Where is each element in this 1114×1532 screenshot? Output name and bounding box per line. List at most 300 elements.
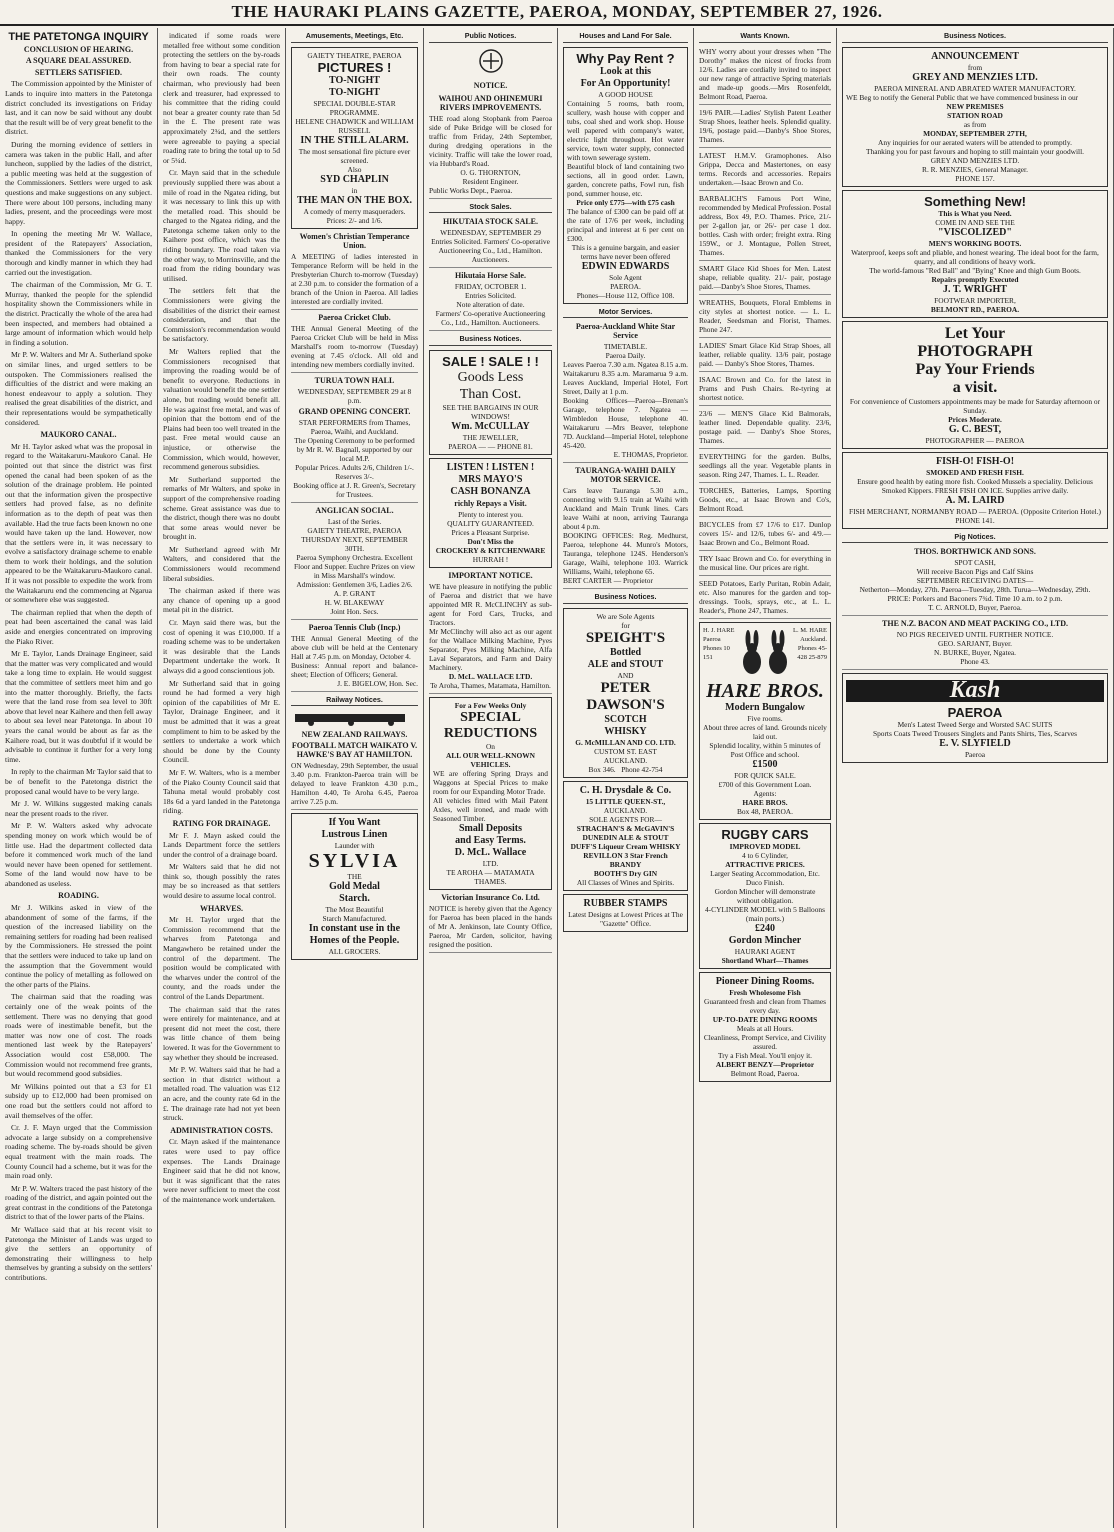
mrs-mayo-ad (429, 458, 552, 568)
article-paragraph: During the morning evidence of settlers in camera was taken in the public Hall, and after luncheon, supplied by the ladies of the district, a public meeting was held at the suggestion of the Commissioners. Settlers were urged to ask questions and make suggestions on any subject. There were about 100 persons, including many ladies, present, and the proceedings were most happy. (5, 139, 152, 226)
ad-line: BOOTH'S Dry GIN (593, 868, 658, 878)
notice-title: Paeroa Cricket Club. (318, 312, 391, 322)
ad-line: AUCKLAND. (603, 805, 648, 815)
ad-line: HURRAH ! (472, 554, 509, 564)
notice-text: The Opening Ceremony to be performed by Mr R. W. Bagnall, supported by our local M.P. (294, 435, 415, 463)
signature: Joint Hon. Secs. (330, 606, 379, 616)
ad-line: Don't Miss the (467, 536, 514, 546)
tauranga-waihi-service (563, 466, 688, 589)
ad-line: Agents: (753, 788, 777, 798)
signature: J. E. BIGELOW, Hon. Sec. (337, 678, 418, 688)
ad-text: For convenience of Customers appointments may be made for Saturday afternoon or Sunday. (849, 396, 1101, 415)
notice-title: ANGLICAN SOCIAL. (315, 505, 394, 515)
turua-concert-notice (291, 376, 418, 503)
subhead-square-deal: A SQUARE DEAL ASSURED. (25, 56, 132, 66)
section-head-houses: Houses and Land For Sale. (563, 31, 688, 43)
ad-title: Why Pay Rent ? (576, 50, 675, 66)
price: £240 (755, 922, 775, 934)
cricket-notice (291, 313, 418, 373)
hare-icon (765, 630, 791, 676)
ad-line: Plenty to interest you. (458, 509, 523, 519)
want-ad: LADIES' Smart Glace Kid Strap Shoes, all leather, reliable quality. 13/6 pair, postage paid. — Danby's Shoe Stores, Thames. (699, 341, 831, 372)
section-head-pig: Pig Notices. (842, 532, 1108, 544)
ad-line: from (967, 62, 983, 72)
ad-line: THAMES. (474, 876, 507, 886)
sylvia-starch-ad (291, 813, 418, 960)
column-6-wants-known (694, 28, 837, 1528)
subhead-rating-drainage: RATING FOR DRAINAGE. (172, 818, 271, 828)
masthead-title: THE HAURAKI PLAINS GAZETTE, PAEROA, MONDAY, SEPTEMBER 27, 1926. (231, 2, 883, 21)
notice-line: T. C. ARNOLD, Buyer, Paeroa. (928, 603, 1022, 613)
ad-text: WE are offering Spring Drays and Waggons at Special Prices to make room for our Expanding Motor Trade. (433, 768, 548, 796)
ad-line: Five rooms. (747, 713, 783, 723)
ad-text: Containing 5 rooms, bath room, scullery, wash house with copper and tubs, coal shed and work shop. House well papered with company's water, electric light throughout. Hot water service, town water supply, connected with town sewerage system. (567, 98, 684, 162)
notice-text: THE road along Stopbank from Paeroa side of Puke Bridge will be closed for traffic from Friday, 24th September, during dredging operations in the vicinity. Traffic will take the lower road, via Hubbard's Road. (429, 113, 552, 168)
ad-line: Latest Designs at Lowest Prices at The "Gazette" Office. (568, 909, 683, 928)
article-paragraph: Mr Walters said that he did not think so, though possibly the rates may be so increased as that settlers would desire to assume local control. (163, 862, 280, 901)
article-paragraph: Mr Walters replied that the Commissioners recognised that improving the roading would be of benefit to everyone. Reductions in valuation would benefit the one settler alone, but roading would benefit all. He was against free metal, and was of opinion that the bottom end of the Plains had been too well treated in the past. Free metal would cause an injustice, or otherwise the Commission, which would, however, recommend generous subsidies. (163, 347, 280, 472)
booking-text: Booking office at J. R. Green's, Secretary for Trustees. (293, 480, 416, 499)
white-star-service (563, 322, 688, 463)
notice-line: Netherton—Monday, 27th. Paeroa—Tuesday, 28th. Turua—Wednesday, 29th. (859, 585, 1091, 595)
tonight-label: TO-NIGHT (329, 74, 380, 86)
notice-title: HIKUTAIA STOCK SALE. (442, 217, 539, 227)
want-ad: BICYCLES from £7 17/6 to £17. Dunlop covers 15/- and 12/6, tubes 6/- and 4/9.—Isaac Brown and Co., Belmont Road. (699, 520, 831, 551)
ad-text: Any inquiries for our aerated waters will be attended to promptly. (878, 137, 1072, 147)
crest-block (429, 47, 552, 91)
ad-title: FISH-O! FISH-O! (935, 455, 1015, 467)
article-paragraph: The settlers felt that the Commissioners were giving the disabilities of the district their earnest consideration, and that the Commission's recommendation would be satisfactory. (163, 286, 280, 344)
ad-line: Goods Less (457, 369, 524, 385)
ad-line: Splendid locality, within 5 minutes of Post Office and school. (709, 740, 821, 759)
notice-text: NOTICE is hereby given that the Agency for Paeroa has been placed in the hands of Mr A. Jenkinson, late County Office, Paeroa, Mr Carden, solicitor, having resigned the position. (429, 903, 552, 949)
article-paragraph: Cr. Mayn said that in the schedule previously supplied there was about a mile of road in the Ngatea riding, but it was necessary to link this up with the metalled road. This should be charged to the Ngatea riding, and the Patetonga scheme taken only to the Kaihere post office, which was the riding boundary. The road taken via the other way, to Morrinsville, and the road from the riding boundary was utilised. (163, 168, 280, 283)
notice-line: SEPTEMBER RECEIVING DATES— (916, 576, 1034, 586)
signature: H. W. BLAKEWAY (324, 597, 385, 607)
ad-line: THE (347, 872, 362, 882)
want-ad: ISAAC Brown and Co. for the latest in Prams and Push Chairs. Re-tyring at shortest notice. (699, 375, 831, 406)
ad-text: Ensure good health by eating more fish. Cooked Mussels a speciality. Delicious Smoked Kippers. FRESH FISH ON ICE. Supplies arrive daily. (857, 476, 1093, 495)
article-paragraph: Mr Sutherland supported the remarks of Mr Walters, and spoke in support of the comprehensive roading scheme. Great assistance was due to the district, though there was no doubt that some areas would never be brought in. (163, 474, 280, 542)
ad-line: NEW PREMISES (946, 101, 1004, 111)
pioneer-dining-ad (699, 972, 831, 1082)
notice-text: Paeroa Symphony Orchestra. Excellent Floor and Supper. Euchre Prizes on view in Miss Marshall's window. (294, 552, 415, 580)
ad-line: Sole Agent (609, 272, 642, 282)
ad-line: On (485, 741, 496, 751)
article-paragraph: Mr J. W. Wilkins suggested making canals near the present roads to the river. (5, 799, 152, 818)
ad-line: FOR QUICK SALE. (734, 770, 796, 780)
ad-text: All vehicles fitted with Mail Patent Axles, well ironed, and made with Seasoned Timber. (433, 795, 548, 823)
subhead-conclusion: CONCLUSION OF HEARING. (23, 44, 134, 54)
article-paragraph: Cr. Mayn said there was, but the cost of opening it was £10,000. If a roading scheme was to be undertaken it was desirable that the Lands Department undertake the work. It always did a good conscientious job. (163, 618, 280, 675)
hare-icon (739, 630, 765, 676)
ad-line: Repairs promptly Executed (931, 274, 1019, 284)
article-paragraph: Mr E. Taylor, Lands Drainage Engineer, said that the matter was very complicated and would take a long time to explain. He would suggest that the committee of settlers meet him and go into the matter thoroughly. Briefly, the facts were that the land rose from sea level to 30ft above that level near Kaihere and then fell away to about sea level near Patetonga. In about 10 years the canal would be about as far as the Kaihere road, but it was doubtful if it would be advisable to continue it further for a very long time. (5, 649, 152, 764)
subhead-maukoro: MAUKORO CANAL. (40, 430, 117, 440)
ad-text: The world-famous "Red Ball" and "Bying" Knee and thigh Gum Boots. (869, 265, 1081, 275)
hares-illustration (739, 630, 791, 676)
ad-line: SCOTCH (604, 713, 647, 725)
ad-line: VEHICLES. (470, 759, 511, 769)
ad-title: LISTEN ! LISTEN ! (446, 461, 535, 473)
notice-title: NOTICE. (473, 81, 508, 91)
ad-line: Prices Moderate. (948, 414, 1002, 424)
ad-line: HAURAKI AGENT (734, 946, 796, 956)
ad-line: Small Deposits (458, 822, 523, 834)
brand-name: PETER (600, 679, 651, 696)
want-ad: 19/6 PAIR.—Ladies' Stylish Patent Leather Strap Shoes, leather heels. Splendid quality. 19/6, postage paid.—Danby's Shoe Stores, Thames. (699, 108, 831, 148)
article-paragraph: The chairman of the Commission, Mr G. T. Murray, thanked the people for the splendid hospitality shown the Commissioners while in the district. Practically the whole of the area had been inspected, and members had obtained a large amount of information which would help in finding a solution. (5, 280, 152, 347)
ad-line: Cleanliness, Prompt Service, and Civility assured. (703, 1032, 827, 1051)
ad-text: This is a genuine bargain, and easier terms have never been offered (571, 242, 680, 261)
section-head-business: Business Notices. (842, 31, 1108, 43)
notice-line: GEO. SARJANT, Buyer. (938, 639, 1012, 649)
ad-line: COME IN AND SEE THE (935, 217, 1015, 227)
ad-line: FISH MERCHANT, NORMANBY ROAD — PAEROA. (Opposite Criterion Hotel.) PHONE 141. (848, 506, 1102, 525)
something-new-ad (842, 190, 1108, 318)
notice-title: TURUA TOWN HALL (314, 375, 395, 385)
ad-line: R. R. MENZIES, General Manager. (922, 164, 1028, 174)
ad-text: WE Beg to notify the General Public that we have commenced business in our (846, 92, 1079, 102)
phone-info: L. M. HARE Auckland. Phones 45-428 25-879 (793, 626, 827, 661)
ad-line: CUSTOM ST. EAST (594, 746, 657, 756)
notice-subtitle: Last of the Series. (327, 516, 382, 526)
notice-date: WEDNESDAY, SEPTEMBER 29 (440, 228, 541, 238)
price: £1500 (752, 758, 778, 770)
hikutaia-stock-notice (429, 217, 552, 268)
business-name: G. C. BEST, (948, 423, 1002, 435)
ad-title: Something New! (924, 193, 1026, 209)
section-head-stock: Stock Sales. (429, 202, 552, 214)
ad-line: A GOOD HOUSE (598, 89, 653, 99)
notice-text: THE Annual General Meeting of the Paeroa Cricket Club will be held in Miss Marshall's room to-morrow (Tuesday) evening at 7.45 o'clock. All old and intending new members cordially invited. (291, 323, 418, 369)
ad-line: CASH BONANZA (450, 485, 531, 497)
notice-text: ON Wednesday, 29th September, the usual 3.40 p.m. Frankton-Paeroa train will be delayed to leave Frankton 4.30 p.m., Hamilton 4.40, Te Aroha 6.45, Paeroa arrive 7.25 p.m. (291, 761, 418, 807)
article-paragraph: Mr P. W. Walters and Mr A. Sutherland spoke on similar lines, and urged settlers to be outspoken. The Commissioners realised the difficulties of the district and were making an honest endeavour to apply a solution. They realised the great disabilities of the district, and their representations would be sympathetically considered. (5, 350, 152, 427)
business-name: Gordon Mincher (728, 934, 802, 946)
ad-line: SMOKED AND FRESH FISH. (926, 467, 1024, 477)
ad-line: BELMONT RD., PAEROA. (930, 304, 1020, 314)
column-2-article-continued (158, 28, 286, 1528)
venue: GAIETY THEATRE, PAEROA (307, 50, 402, 60)
ad-line: Lustrous Linen (321, 829, 388, 841)
notice-line: PRICE: Porkers and Baconers 7¾d. Time 10 a.m. to 2 p.m. (887, 594, 1063, 604)
ad-line: Guaranteed fresh and clean from Thames every day. (704, 996, 826, 1015)
ad-title: RUGBY CARS (721, 826, 809, 842)
gaiety-theatre-ad (291, 47, 418, 229)
event-title: FOOTBALL MATCH WAIKATO V. HAWKE'S BAY AT HAMILTON. (291, 741, 418, 760)
brand-name: DAWSON'S (586, 696, 665, 713)
want-ad: TRY Isaac Brown and Co. for everything in the musical line. Our prices are right. (699, 554, 831, 576)
subhead-admin-costs: ADMINISTRATION COSTS. (170, 1125, 273, 1135)
booking-offices: BOOKING OFFICES: Reg. Medhurst, Paeroa, telephone 44. Munro's Motors, Tauranga, telephone 124S. Henderson's Garage, Waihi, telephone 103. Warrick Williams, Waihi, telephone 65. (563, 531, 688, 577)
business-name: Wm. McCULLAY (451, 420, 530, 432)
ad-line: AUCKLAND. (603, 755, 648, 765)
ad-title: Pioneer Dining Rooms. (715, 975, 815, 987)
business-name: A. M. LAIRD (945, 494, 1005, 506)
business-name: GREY AND MENZIES LTD. (930, 155, 1020, 165)
ad-title: ANNOUNCEMENT (931, 50, 1019, 62)
article-paragraph: Mr J. Wilkins asked in view of the abandonment of some of the farms, if the question of the increased liability on the remaining settlers for roading had been realised by the Commissioners. He stressed the point that the settlers were induced to take up land on the assumption that the Government would continue the policy of metalling as followed on the other parts of the Plains. (5, 903, 152, 989)
ad-line: MONDAY, SEPTEMBER 27TH, (923, 128, 1027, 138)
brand-name: "VISCOLIZED" (938, 226, 1012, 238)
star-name: SYD CHAPLIN (320, 173, 389, 185)
article-paragraph: Mr Sutherland agreed with Mr Walters, and considered that the Commissioners would recommend liberal subsidies. (163, 544, 280, 583)
important-notice (429, 571, 552, 694)
crest-icon (471, 47, 511, 77)
signature: BERT CARTER — Proprietor (563, 576, 653, 586)
notice-text: Entries Solicited. Farmers' Co-operative Auctioneering Co., Ltd., Hamilton. Auctioneers. (431, 237, 550, 265)
rivers-notice (429, 94, 552, 199)
ad-line: Modern Bungalow (725, 701, 805, 713)
ad-line: Try a Fish Meal. You'll enjoy it. (717, 1050, 813, 1060)
subhead-roading: ROADING. (58, 891, 99, 901)
article-paragraph: Cr. Mayn asked if the maintenance rates were used to pay office expenses. The Lands Drainage Engineer said that he did not know, but it was significant that the rates were never sufficient to meet the cost of the maintenance work undertaken. (163, 1137, 280, 1204)
ad-line: £700 of this Government Loan. (718, 779, 812, 789)
ad-line: PAEROA — — PHONE 81. (448, 441, 533, 451)
notice-text: WE have pleasure in notifying the public of Paeroa and district that we have appointed MR R. McCLINCHY as sub-agent for Ford Cars, Trucks, and Tractors. (429, 581, 552, 627)
business-name: C. H. Drysdale & Co. (579, 784, 672, 796)
ad-text: The balance of £300 can be paid off at the rate of 17/6 per week, including principal and interest at 6 per cent on £300. (567, 206, 684, 243)
article-paragraph: Mr F. J. Mayn asked could the Lands Department force the settlers under the control of a drainage board. (163, 830, 280, 859)
article-paragraph: The chairman asked if there was any chance of opening up a good metal pit in the district. (163, 586, 280, 615)
notice-text: Note alteration of date. (456, 300, 525, 310)
notice-text: Business: Annual report and balance-sheet; Election of Officers; General. (291, 660, 418, 679)
ad-line: 4 to 6 Cylinder, (741, 850, 789, 860)
article-paragraph: indicated if some roads were metalled free without some condition protecting the settlers on the by-roads from having to bear a special rate for their own roads. The county chairman, who previously had been clerk and treasurer, had expressed to his committee that the riding could not bear a greater county rate than 5d in the £. The present rate was approximately 2¾d, and the settlers were agreeable to paying a special roading rate to bring the total up to 5d or 5¼d. (163, 31, 280, 165)
section-head-business: Business Notices. (429, 334, 552, 346)
signature: E. THOMAS, Proprietor. (613, 450, 688, 460)
ad-text: Men's Latest Tweed Serge and Worsted SAC SUITS (897, 719, 1053, 729)
agent-name: EDWIN EDWARDS (581, 260, 670, 272)
article-paragraph: Mr H. Taylor urged that the Commission recommend that the wharves from Patetonga and Mangawhero be retained under the control of the department. The position would be complicated with the wharves under the control of the county, and the roads under the control of the Lands Department. (163, 915, 280, 1001)
kash-ad (842, 673, 1108, 763)
ad-line: Than Cost. (459, 386, 522, 402)
article-paragraph: Mr Wilkins pointed out that a £3 for £1 subsidy up to £12,000 had been promised on one road but the settlers could not afford to avail themselves of the offer. (5, 1081, 152, 1120)
tennis-club-notice (291, 623, 418, 692)
notice-title: Victorian Insurance Co. Ltd. (441, 892, 540, 902)
programme-text: SPECIAL DOUBLE-STAR PROGRAMME. (313, 98, 396, 117)
anglican-social-notice (291, 506, 418, 620)
price: Price only £775—with £75 cash (576, 197, 675, 207)
ad-line: Phones—House 112, Office 108. (576, 290, 675, 300)
business-name: J. T. WRIGHT (943, 283, 1007, 295)
ad-line: Gordon Mincher will demonstrate without obligation. (714, 886, 816, 905)
photograph-ad (842, 321, 1108, 449)
ad-line: STATION ROAD (947, 110, 1003, 120)
subhead-wharves: WHARVES. (199, 903, 244, 913)
rugby-cars-ad (699, 823, 831, 969)
ad-line: SOLE AGENTS FOR— (589, 814, 662, 824)
ad-line: About three acres of land. Grounds nicely laid out. (703, 722, 827, 741)
article-paragraph: Mr F. W. Walters, who is a member of the Piako County Council said that Tahuna metal would probably cost 18s 6d a yard landed in the Patetonga riding. (163, 767, 280, 816)
grey-menzies-announcement (842, 47, 1108, 187)
ad-line: This is What you Need. (938, 208, 1012, 218)
ad-line: Launder with (334, 841, 375, 851)
ad-line: THE JEWELLER, (462, 432, 519, 442)
business-name: D. McL. Wallace (454, 846, 527, 858)
want-ad: TORCHES, Batteries, Lamps, Sporting Goods, etc., at Isaac Brown and Co's, Belmont Road. (699, 486, 831, 517)
column-3-amusements (286, 28, 424, 1528)
masthead (0, 0, 1114, 26)
ad-line: Prices a Pleasant Surprise. (451, 527, 530, 537)
column-4-public-notices (424, 28, 558, 1528)
ad-line: Box 48, PAEROA. (737, 806, 793, 816)
signature: Public Works Dept., Paeroa. (429, 185, 513, 195)
ad-line: MEN'S WORKING BOOTS. (928, 238, 1022, 248)
ad-line: All Classes of Wines and Spirits. (576, 877, 675, 887)
in-label: in (351, 185, 358, 195)
ad-line: Larger Seating Accommodation, Etc. Duco Finish. (710, 868, 820, 887)
notice-title: THE N.Z. BACON AND MEAT PACKING CO., LTD. (882, 619, 1068, 629)
prices: Popular Prices. Adults 2/6, Children 1/-. Reserves 3/-. (295, 462, 414, 481)
headline-patetonga: THE PATETONGA INQUIRY (8, 31, 149, 43)
film-title: IN THE STILL ALARM. (300, 134, 409, 146)
signature: D. McL. WALLACE LTD. (448, 671, 533, 681)
business-name: GREY AND MENZIES LTD. (912, 71, 1038, 83)
ad-line: REDUCTIONS (443, 725, 538, 741)
ad-line: Belmont Road, Paeroa. (730, 1068, 800, 1078)
mccullay-sale-ad (429, 350, 552, 455)
notice-date: WEDNESDAY, SEPTEMBER 29 at 8 p.m. (297, 386, 412, 405)
ad-line: FOOTWEAR IMPORTER, (934, 295, 1016, 305)
article-paragraph: Mr H. Taylor asked what was the proposal in regard to the Waitakaruru-Maukoro Canal. He pointed out that since the district was first opened the canal had been spoken of as the solution of the drainage problem. He pointed out that the information given the prospective settlers had proved false, as no definite information as to the depth of peat was then available. Had the true facts been known no one would have taken up the land. However, now that the settlers were in, it was necessary to evolve a satisfactory drainage scheme to enable them to work their holdings, and the solution appeared to be the Waitakaruru-Maukoro canal. If it was not possible to expedite the work from the Waitakaruru end the commencing at Ngarua or somewhere else was suggested. (5, 441, 152, 605)
notice-text: A MEETING of ladies interested in Temperance Reform will be held in the Presbyterian Church to-morrow (Tuesday) at 2.30 p.m. to consider the formation of a branch of the Union in Paeroa. All ladies interested are cordially invited. (291, 251, 418, 306)
ad-line: Paeroa (964, 749, 986, 759)
ad-line: Starch. (339, 893, 370, 905)
ad-line: QUALITY GUARANTEED. (447, 518, 534, 528)
section-head-railway: Railway Notices. (291, 695, 418, 707)
article-paragraph: Mr P. W. Walters traced the past history of the roading of the district, and again pointed out the great contrast in the conditions of the Patetonga district to that of the lower parts of the Plains. (5, 1183, 152, 1222)
prices: Prices: 2/- and 1/6. (326, 215, 383, 225)
ad-line: richly Repays a Visit. (454, 498, 527, 508)
notice-title: THOS. BORTHWICK AND SONS. (914, 547, 1036, 557)
ad-line: PHOTOGRAPHER — PAEROA (925, 435, 1025, 445)
signature: Te Aroha, Thames, Matamata, Hamilton. (430, 680, 551, 690)
timetable: Leaves Paeroa 7.30 a.m. Ngatea 8.15 a.m. Waitakaruru 8.35 a.m. Maramarua 9 a.m. Leaves Auckland, Imperial Hotel, Fort Street, Daily at 1 p.m. (563, 360, 688, 397)
ad-line: LTD. (482, 858, 499, 868)
drysdale-ad (563, 781, 688, 891)
notice-text: THE Annual General Meeting of the above club will be held at the Centenary Hall at 7.45 p.m. on Monday, October 4. (291, 633, 418, 661)
article-paragraph: In opening the meeting Mr W. Wallace, president of the Ratepayers' Association, thanked the Commissioners for the very thorough and kindly manner in which they had carried out the investigation. (5, 229, 152, 277)
ad-line: Fresh Wholesome Fish (729, 987, 801, 997)
article-paragraph: Mr P. W. Walters asked why advocate spending money on work which would be of little use. Had the department collected data before it commenced work much of the land would never have been opened for settlement. Some of the land would now have to be abandoned as useless. (5, 821, 152, 888)
notice-line: N. BURKE, Buyer, Ngatea. (933, 648, 1016, 658)
article-paragraph: Cr. J. F. Mayn urged that the Commission advocate a large subsidy on a comprehensive roading scheme. The by-roads should be given equal treatment with the main roads. The County Council had a scheme, but it was for the main road only. (5, 1123, 152, 1181)
article-paragraph: The Commission appointed by the Minister of Lands to inquire into matters in the Patetonga district concluded its investigations on Friday last, and it can now be said without any doubt that the result will be of very great benefit to the district. (5, 79, 152, 137)
ad-line: for (621, 620, 630, 630)
ad-line: Let Your (944, 324, 1006, 342)
train-icon (291, 710, 417, 726)
fish-ad (842, 452, 1108, 529)
ad-line: REVILLON 3 Star French BRANDY (583, 850, 668, 869)
hare-bros-ad (699, 622, 831, 820)
business-name: ALBERT BENZY—Proprietor (715, 1059, 815, 1069)
phone-number: Phone 42-754 (621, 764, 663, 774)
ad-line: STRACHAN'S & McGAVIN'S (576, 823, 675, 833)
notice-title: Paeroa-Auckland White Star Service (575, 322, 676, 341)
business-name: HARE BROS. (742, 797, 788, 807)
victorian-insurance-notice (429, 893, 552, 953)
notice-title: WAIHOU AND OHINEMURI RIVERS IMPROVEMENTS. (438, 93, 543, 112)
hikutaia-horse-notice (429, 271, 552, 331)
ad-text: Waterproof, keeps soft and pliable, and honest wearing. The ideal boot for the farm, quarry, and all conditions of heavy work. (851, 247, 1099, 266)
notice-line: Phone 43. (960, 657, 990, 667)
speights-ad (563, 608, 688, 778)
ad-line: Meals at all Hours. (736, 1023, 794, 1033)
phone-number: PHONE 157. (955, 173, 995, 183)
subhead-settlers: SETTLERS SATISFIED. (35, 67, 122, 77)
want-ad: SEED Potatoes, Early Puritan, Robin Adair, etc. Also manures for the garden and top-dressings. Tools, sprays, etc., at L. L. Reader's, Phone 247, Thames. (699, 579, 831, 619)
notice-text: Entries Solicited. (465, 291, 516, 301)
article-paragraph: The chairman said that the rates were entirely for maintenance, and at present did not meet the cost, there was little chance of them being lowered. It was for the Government to say whether they should be increased. (163, 1004, 280, 1062)
want-ad: LATEST H.M.V. Gramophones. Also Grippa, Decca and Mastertones, on easy terms. Records and accessories. Repairs undertaken.—Isaac Brown and Co. (699, 151, 831, 191)
ad-line: In constant use in the (308, 923, 401, 935)
rubber-stamps-ad (563, 894, 688, 932)
article-paragraph: Mr P. W. Walters said that he had a section in that district without a metalled road. The valuation was £12 an acre, and the county rate 6d in the £. The drainage rate had not yet been struck. (163, 1065, 280, 1123)
ad-line: ALL GROCERS. (328, 947, 381, 957)
want-ad: 23/6 — MEN'S Glace Kid Balmorals, leather lined. Dependable quality. 23/6, postage paid. — Danby's Shoe Stores, Thames. (699, 409, 831, 449)
ad-line: ALE and STOUT (587, 658, 664, 670)
pictures-title: PICTURES ! (317, 59, 392, 75)
ad-line: TE AROHA — MATAMATA (446, 867, 535, 877)
why-pay-rent-ad (563, 47, 688, 304)
ad-line: DUFF'S Liqueur Cream WHISKY (570, 841, 681, 851)
ad-line: CROCKERY & KITCHENWARE (435, 545, 546, 555)
ad-line: AND (617, 670, 634, 680)
article-paragraph: Mr Wallace said that at his recent visit to Patetonga the Minister of Lands was urged to give the settlers an opportunity of demonstrating their willingness to help themselves by granting a subsidy on the settlers' contributions. (5, 1225, 152, 1283)
ad-line: and Easy Terms. (455, 834, 526, 846)
section-head-public: Public Notices. (429, 31, 552, 43)
ad-line: For a Few Weeks Only (454, 700, 527, 710)
signature: Resident Engineer. (462, 176, 519, 186)
booking-offices: Booking Offices—Paeroa—Brenan's Garage, telephone 7. Ngatea — Wimbledon House, telephone 40. Waitakaruru —Mrs Beaver, telephone 7D. Auckland—Imperial Hotel, telephone 45-420. (563, 396, 688, 451)
film-desc: The most sensational fire picture ever screened. (298, 146, 411, 165)
ad-line: DUNEDIN ALE & STOUT (582, 832, 669, 842)
notice-text: STAR PERFORMERS from Thames, Paeroa, Waihi, and Auckland. (298, 417, 411, 436)
ad-line: WHISKY (604, 725, 647, 737)
column-7-business-notices (837, 28, 1114, 1528)
wallace-reductions-ad (429, 697, 552, 890)
notice-text: Cars leave Tauranga 5.30 a.m., connecting with 9.15 train at Waihi with Auckland and Main Trunk lines. Cars leave Waihi at noon, arriving Tauranga about 4 p.m. (563, 486, 688, 532)
notice-text: GAIETY THEATRE, PAEROA THURSDAY NEXT, SEPTEMBER 30TH. (301, 525, 408, 553)
also-label: Also (347, 164, 362, 174)
ad-line: as from (963, 119, 987, 129)
ad-line: UP-TO-DATE DINING ROOMS (712, 1014, 818, 1024)
business-name: G. McMILLAN AND CO. LTD. (575, 737, 676, 747)
signature: O. G. THORNTON, (460, 167, 521, 177)
brand-name: SYLVIA (308, 850, 401, 873)
column-5-houses-motor (558, 28, 694, 1528)
ad-line: MRS MAYO'S (458, 473, 523, 485)
notice-subtitle: Paeroa Daily. (605, 351, 646, 361)
ad-text: Thanking you for past favours and hoping to still maintain your goodwill. (866, 146, 1084, 156)
article-paragraph: The chairman said that the roading was certainly one of the weak points of the settlement. There was no denying that good roads were of inestimable benefit, but the matter was now one of cost. The roads mentioned last week by the Ratepayers' Association would cost £58,000. The Commission would not recommend free grants, but would recommend good subsidies. (5, 992, 152, 1079)
ad-line: SEE THE BARGAINS IN OUR WINDOWS! (442, 402, 539, 421)
ad-line: Starch Manufactured. (322, 914, 387, 924)
ad-line: PAEROA MINERAL AND ABRATED WATER MANUFACTORY. (874, 83, 1076, 93)
column-1-patetonga-inquiry (0, 28, 158, 1528)
ad-line: ALL OUR WELL-KNOWN (446, 750, 535, 760)
ad-text: Beautiful block of land containing two sections, all in good order. Lawn, garden, concrete paths, Fowl run, fish pond, summer house, etc. (567, 161, 684, 198)
article-paragraph: The chairman replied that when the depth of peat had been ascertained the canal was laid aside and energies concentrated on improving the Piako River. (5, 607, 152, 646)
ad-title: RUBBER STAMPS (583, 897, 668, 909)
film-title: THE MAN ON THE BOX. (296, 194, 413, 206)
want-ad: SMART Glace Kid Shoes for Men. Latest shape, reliable quality. 21/- pair, postage paid.—Danby's Shoe Stores, Thames. (699, 264, 831, 295)
notice-title: Paeroa Tennis Club (Incp.) (308, 622, 401, 632)
business-name: E. V. SLYFIELD (939, 737, 1011, 749)
notice-text: Farmers' Co-operative Auctioneering Co., Ltd., Hamilton. Auctioneers. (435, 309, 546, 328)
